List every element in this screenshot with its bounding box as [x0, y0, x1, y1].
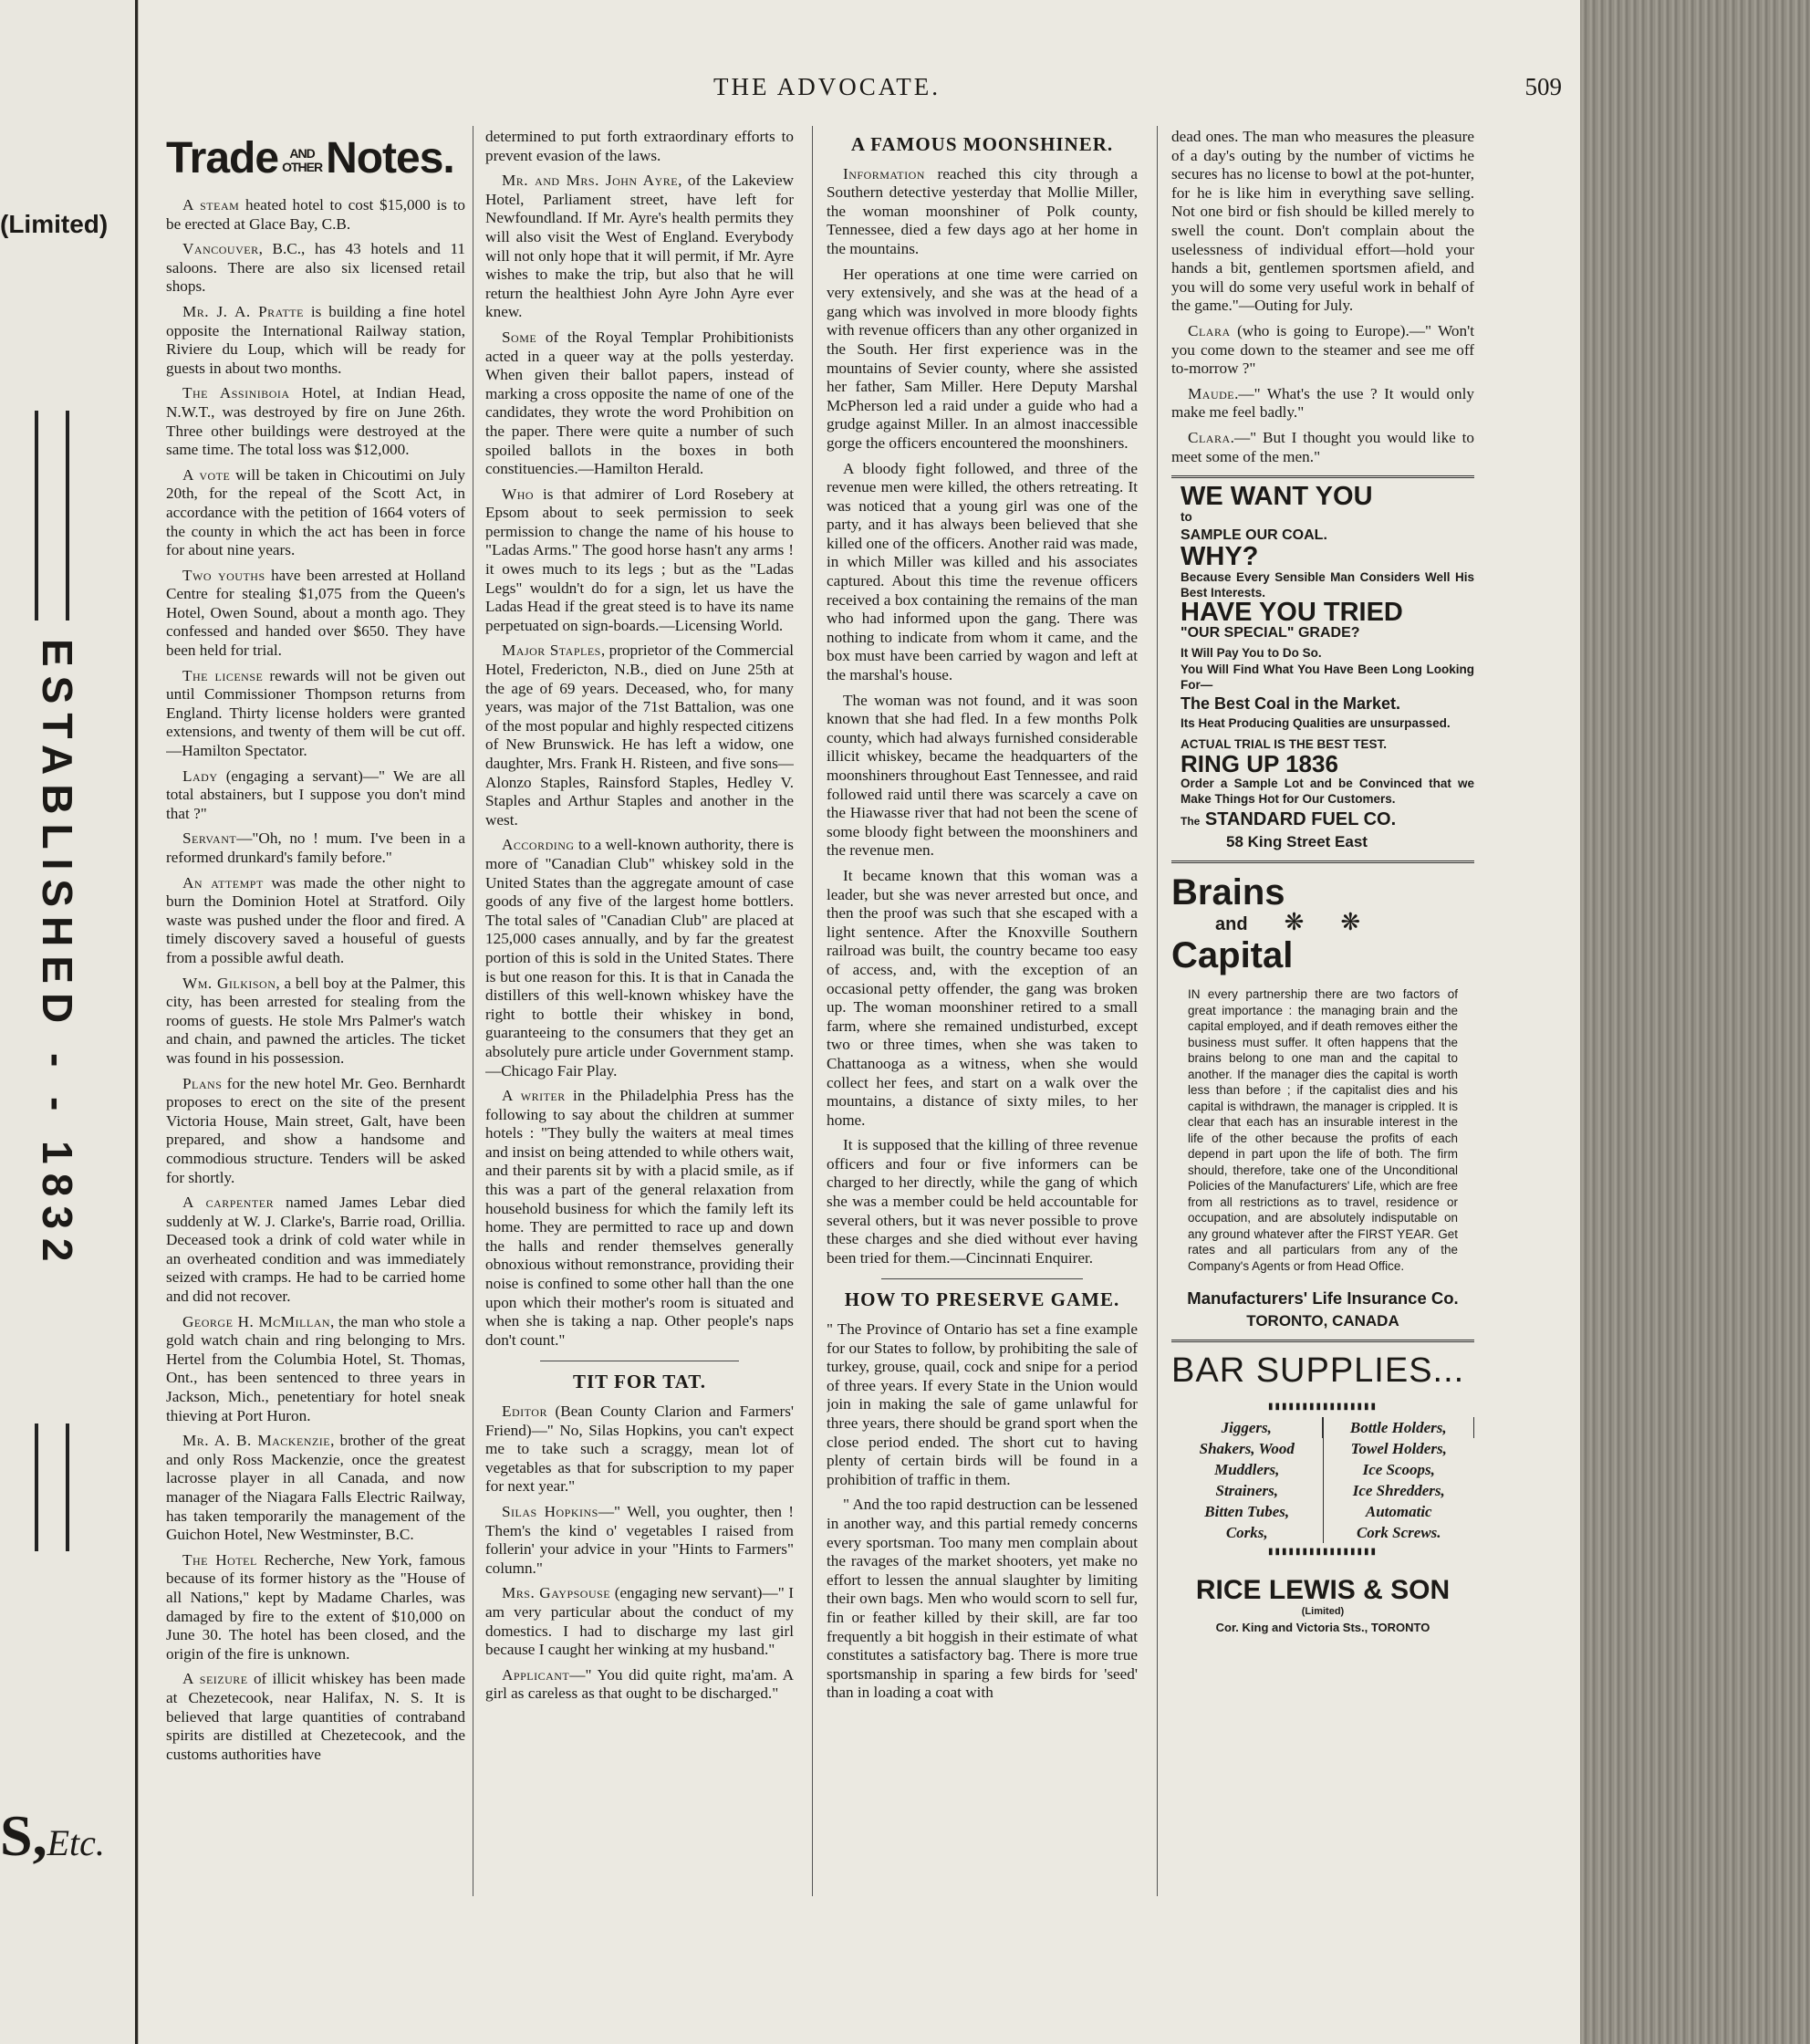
- paragraph-lead: A carpenter: [182, 1194, 275, 1212]
- paragraph-text: of illicit whiskey has been made at Chezetecook, near Halifax, N. S. It is believed that large quantities of contraband spirits are distilled at Chezetecook, and the customs authorities have: [166, 1670, 465, 1763]
- paragraph-text: of the Royal Templar Prohibitionists acted in a queer way at the polls yesterday. When given their ballot papers, instead of marking a cross opposite the name of one of the candidates, they wrote the word Prohibition on the paper. There were quite a number of such spoiled ballots in the boxes in both constituencies.—Hamilton Herald.: [485, 328, 794, 478]
- paragraph-lead: The Assiniboia: [182, 384, 290, 402]
- news-item: [166, 240, 465, 297]
- rice-lewis-advertisement: [1171, 1351, 1474, 1633]
- ad-bar-dots: ▮▮▮▮▮▮▮▮▮▮▮▮▮▮▮▮: [1267, 1547, 1378, 1558]
- column-four-articles: [1171, 128, 1474, 466]
- trade-notes-list: [166, 196, 465, 1764]
- paragraph-lead: According: [502, 836, 575, 854]
- news-item: [485, 641, 794, 829]
- news-item: [1171, 385, 1474, 422]
- dialogue-item: [485, 1584, 794, 1659]
- ad-bar-dots: ▮▮▮▮▮▮▮▮▮▮▮▮▮▮▮▮: [1267, 1402, 1378, 1413]
- ad-coal-line: to: [1181, 509, 1192, 524]
- tit-for-tat-heading: TIT FOR TAT.: [572, 1371, 706, 1393]
- ad-coal-line: The Best Coal in the Market.: [1181, 694, 1401, 714]
- news-item: [166, 567, 465, 661]
- trade-notes-heading: Trade AND OTHERNotes.: [166, 134, 454, 182]
- paragraph-text: have been arrested at Holland Centre for stealing $1,075 from the Queen's Hotel, Owen Sound, about a month ago. They confessed and handed over $650. They have been held for trial.: [166, 566, 465, 660]
- paragraph-text: (engaging new servant)—" I am very particular about the conduct of my domestics. I had to discharge my last girl because I caught her winking at my husband.": [485, 1584, 794, 1659]
- paragraph-text: A bloody fight followed, and three of the revenue men were killed, the others retreating. It was noticed that a young girl was one of the party, and it has always been believed that she killed one of the officers. Another raid was made, in which Miller was killed and his associates captured. About this time the revenue officers received a box containing the remains of the man who had informed upon the gang. There was nothing to indicate from whom it came, and the box must have been carried by wagon and left at the marshal's house.: [827, 459, 1138, 684]
- section-divider: [1171, 860, 1474, 863]
- preserve-game-article: [827, 1320, 1138, 1703]
- paragraph-text: .—" But I thought you would like to meet some of the men.": [1171, 428, 1474, 465]
- news-item: [166, 1194, 465, 1307]
- ad-brains-body: IN every partnership there are two factors of great importance : the managing brain and the capital employed, and if death removes either the business must suffer. It often happens that the brains belong to one man and the capital to another. If the manager dies the capital is worth less than before ; if the capitalist dies and his capital is withdrawn, the manager is crippled. It is clear that each has an insurable interest in the life of the other because the profits of each depend in part upon the life of both. The firm should, therefore, take one of the Unconditional Policies of the Manufacturers' Life, which are free from all restrictions as to travel, residence or occupation, and are absolutely indisputable on any ground whatever after the FIRST YEAR. Get rates and all particulars from any of the Company's Agents or from Head Office.: [1188, 987, 1458, 1273]
- adjacent-page-strip: [0, 0, 138, 2044]
- left-established-text: ESTABLISHED - - 1832: [34, 639, 81, 1271]
- news-item: [485, 485, 794, 636]
- news-item: [166, 667, 465, 761]
- ad-coal-line: WE WANT YOU: [1181, 482, 1373, 512]
- left-etc-text: S,Etc.: [0, 1803, 105, 1868]
- paragraph-lead: A steam: [182, 196, 240, 214]
- book-binding-edge: [1580, 0, 1810, 2044]
- article-paragraph: [827, 1136, 1138, 1267]
- section-divider: [881, 1278, 1083, 1279]
- ad-brains-company: Manufacturers' Life Insurance Co.: [1187, 1288, 1459, 1309]
- paragraph-text: " And the too rapid destruction can be lessened in another way, and this partial remedy concerns every sportsman. Too many men complain about the ravages of the market shooters, yet make no effort to lessen the annual slaughter by limiting their own bags. Men who would scorn to sell fur, fin or feather killed by their skill, are far too frequently a bit hoggish in their estimate of what constitutes a satisfactory bag. There is more true sportsmanship in sparing a few birds for 'seed' than in loading a coat with: [827, 1496, 1138, 1702]
- paragraph-text: (who is going to Europe).—" Won't you come down to the steamer and see me off to-morrow ?": [1171, 321, 1474, 378]
- ad-bar-items: [1171, 1417, 1474, 1543]
- paragraph-lead: Applicant: [502, 1665, 570, 1684]
- dialogue-item: [485, 1403, 794, 1496]
- asterism-icon: ❋: [1340, 908, 1361, 936]
- news-item: [1171, 322, 1474, 379]
- article-paragraph: [827, 692, 1138, 860]
- column-trade-notes: [166, 128, 465, 1770]
- preserve-game-heading: HOW TO PRESERVE GAME.: [844, 1288, 1120, 1311]
- paragraph-text: , a bell boy at the Palmer, this city, has been arrested for stealing from the rooms of guests. He stole Mrs Palmer's watch and chain, and pawned the articles. The ticket was found in his possession.: [166, 974, 465, 1067]
- paragraph-text: determined to put forth extraordinary efforts to prevent evasion of the laws.: [485, 128, 794, 164]
- ad-bar-right-list: [1324, 1417, 1475, 1543]
- paragraph-lead: A vote: [182, 465, 231, 484]
- ad-brains-word: Brains: [1171, 872, 1285, 913]
- ad-bar-firm: RICE LEWIS & SON: [1195, 1574, 1451, 1605]
- ad-coal-line: You Will Find What You Have Been Long Looking For—: [1181, 662, 1474, 693]
- paragraph-lead: An attempt: [182, 873, 264, 892]
- bar-supply-item: Automatic: [1365, 1503, 1432, 1521]
- bar-supply-item: Ice Scoops,: [1362, 1461, 1435, 1479]
- paragraph-text: reached this city through a Southern detective yesterday that Mollie Miller, the woman moonshiner of Polk county, Tennessee, died a few days ago at her home in the mountains.: [827, 164, 1138, 257]
- paragraph-lead: Mrs. Gaypsouse: [502, 1584, 611, 1602]
- article-paragraph: [827, 1320, 1138, 1489]
- news-item: [166, 1313, 465, 1426]
- news-item: [166, 303, 465, 378]
- ad-coal-line: ACTUAL TRIAL IS THE BEST TEST.: [1181, 736, 1388, 751]
- paragraph-text: It became known that this woman was a leader, but she was never arrested but once, and then the proof was such that she escaped with a light sentence. After the Knoxville Southern railroad was built, the country became too easy of access, and, with the exception of an occasional petty offender, the gang was broken up. The woman moonshiner retired to a small farm, where she remained undisturbed, except two or three times, when she was taken to Chattanooga as a witness, when she would collect her fees, and start on a walk over the mountains, a distance of sixty miles, to her home.: [827, 866, 1138, 1129]
- paragraph-text: was made the other night to burn the Dominion Hotel at Stratford. Oily waste was pushed under the floor and fired. A timely discovery saved a houseful of guests from a possible awful death.: [166, 873, 465, 966]
- column-rule: [812, 126, 813, 1896]
- article-paragraph: [827, 266, 1138, 454]
- bar-supply-item: Shakers, Wood: [1199, 1440, 1295, 1458]
- left-limited-text: (Limited): [0, 210, 109, 238]
- bar-supply-item: Jiggers,: [1171, 1417, 1323, 1438]
- section-divider: [1171, 1340, 1474, 1342]
- paragraph-text: It is supposed that the killing of three revenue officers and four or five informers can be charged to her directly, while the gang of which she was a member could be held accountable for several others, but it was never possible to prove these charges and she died without ever having been tried for them.—Cincinnati Enquirer.: [827, 1136, 1138, 1267]
- ad-coal-line: SAMPLE OUR COAL.: [1181, 527, 1327, 543]
- ad-coal-firm: The STANDARD FUEL CO.: [1181, 809, 1397, 830]
- bar-supply-item: Corks,: [1225, 1524, 1268, 1542]
- paragraph-lead: Silas Hopkins: [502, 1502, 598, 1520]
- ad-coal-line: Because Every Sensible Man Considers Well His Best Interests.: [1181, 569, 1474, 600]
- bar-supply-item: Towel Holders,: [1350, 1440, 1447, 1458]
- page-title: THE ADVOCATE.: [713, 73, 941, 100]
- news-item: [166, 1075, 465, 1188]
- paragraph-text: Recherche, New York, famous because of its former history as the "House of all Nations," kept by Madame Charles, was damaged by fire to the extent of $10,000 on June 30. The hotel has been closed, and the origin of the fire is unknown.: [166, 1550, 465, 1663]
- news-item: [485, 172, 794, 322]
- news-item: [166, 1432, 465, 1545]
- ad-coal-line: WHY?: [1181, 542, 1259, 572]
- paragraph-text: , proprietor of the Commercial Hotel, Fredericton, N.B., died on June 25th at the age of 69 years. Deceased, who, for many years, was major of the 71st Battalion, was one of the most popular and highly respected citizens of New Brunswick. He has left a widow, one daughter, Mrs. Frank H. Risteen, and five sons—Alonzo Staples, Rainsford Staples, Hedley V. Staples and Arthur Staples and another in the west.: [485, 641, 794, 829]
- standard-fuel-advertisement: [1171, 482, 1474, 851]
- manufacturers-life-advertisement: [1171, 872, 1474, 1330]
- paragraph-lead: Information: [843, 164, 925, 182]
- bar-supply-item: Ice Shredders,: [1352, 1482, 1445, 1500]
- paragraph-text: dead ones. The man who measures the pleasure of a day's outing by the number of victims he secures has no license to bowl at the pot-hunter, for he is like him in everything save selling. Not one bird or fish should be killed merely to swell the count. Don't complain about the uselessness of individual effort—hold your hands a bit, gentlemen sportsmen afield, and you will do some very useful work in behalf of the game."—Outing for July.: [1171, 128, 1474, 315]
- column-three: [827, 128, 1138, 1709]
- news-item: [1171, 128, 1474, 316]
- news-item: [166, 1670, 465, 1764]
- paragraph-text: is that admirer of Lord Rosebery at Epsom about to seek permission to seek permission to change the name of his house to "Ladas Arms." The good horse hasn't any arms ! it owes much to its legs ; but as the "Ladas Legs" wouldn't do for a sign, let us have the Ladas Head if the great steed is to have its name perpetuated on sign-boards.—Licensing World.: [485, 485, 794, 634]
- paragraph-text: , B.C., has 43 hotels and 11 saloons. There are also six licensed retail shops.: [166, 240, 465, 296]
- left-decorative-lines: [35, 411, 69, 620]
- ad-bar-limited: (Limited): [1301, 1605, 1345, 1617]
- paragraph-text: —" Well, you oughter, then ! Them's the kind o' vegetables I raised from follerin' your advice in your "Hints to Farmers" column.": [485, 1502, 794, 1577]
- paragraph-text: —" You did quite right, ma'am. A girl as careless as that ought to be discharged.": [485, 1665, 794, 1703]
- article-paragraph: [827, 165, 1138, 259]
- paragraph-lead: Plans: [182, 1074, 223, 1092]
- ad-coal-line: RING UP 1836: [1181, 749, 1338, 777]
- ad-bar-left-list: [1171, 1417, 1324, 1543]
- paragraph-text: (Bean County Clarion and Farmers' Friend)—" No, Silas Hopkins, you can't expect me to take such a scraggy, mean lot of vegetables as that for subscription to my paper for next year.": [485, 1403, 794, 1496]
- page-number: 509: [1524, 73, 1562, 100]
- paragraph-text: The woman was not found, and it was soon known that she had fled. In a few months Polk county, which had always furnished considerable illicit whiskey, became the headquarters of the moonshiners throughout East Tennessee, and raid followed raid until there was scarcely a cave on the Hiawasse river that had not been the scene of some bloody fight between the moonshiners and the revenue men.: [827, 691, 1138, 860]
- bar-supply-item: Bottle Holders,: [1324, 1417, 1475, 1438]
- moonshiner-article: [827, 165, 1138, 1268]
- paragraph-lead: Two youths: [182, 566, 265, 584]
- dialogue-item: [485, 1503, 794, 1578]
- paragraph-text: heated hotel to cost $15,000 is to be erected at Glace Bay, C.B.: [166, 196, 465, 233]
- ad-coal-line: Order a Sample Lot and be Convinced that we Make Things Hot for Our Customers.: [1181, 777, 1474, 807]
- paragraph-lead: Mr. J. A. Pratte: [182, 302, 304, 320]
- paragraph-lead: Major Staples: [502, 641, 601, 660]
- column-two: [485, 128, 794, 1710]
- paragraph-lead: Servant: [182, 829, 237, 848]
- paragraph-text: for the new hotel Mr. Geo. Bernhardt proposes to erect on the site of the present Victoria House, Main street, Galt, have been prepared, and show a handsome and commodious structure. Tenders will be asked for shortly.: [166, 1074, 465, 1186]
- news-item: [485, 128, 794, 165]
- bar-supply-item: Bitten Tubes,: [1204, 1503, 1290, 1521]
- paragraph-text: , of the Lakeview Hotel, Parliament street, have left for Newfoundland. If Mr. Ayre's health permits they will also visit the West of England. Everybody will not only hope that it will permit, if Mr. Ayre wishes to make the trip, but also that he will return the healthiest John Ayre John Ayre ever knew.: [485, 172, 794, 321]
- paragraph-lead: Editor: [502, 1403, 547, 1420]
- ad-coal-address: 58 King Street East: [1226, 832, 1368, 850]
- paragraph-text: in the Philadelphia Press has the following to say about the children at summer hotels : "They bully the waiters at meal times and insist on being attended to while others wait, and their parents sit by with a placid smile, as if this was a part of the general relaxation from household business for which the family left its home. They are permitted to race up and down the halls and render themselves generally obnoxious without remonstrance, providing their noise is confined to some other hall than the one upon which their mother's room is situated and when she is taking a nap. Other people's naps don't count.": [485, 1087, 794, 1349]
- paragraph-lead: The license: [182, 666, 264, 684]
- news-item: [166, 829, 465, 867]
- column-two-articles: [485, 128, 794, 1350]
- column-rule: [1157, 126, 1158, 1896]
- news-item: [485, 1087, 794, 1350]
- paragraph-text: will be taken in Chicoutimi on July 20th, for the repeal of the Scott Act, in accordance with the petition of 1664 voters of the county in which the act has been in force for about nine years.: [166, 465, 465, 559]
- paragraph-text: , brother of the great and only Ross Mackenzie, once the greatest lacrosse player in all Canada, and now manager of the Niagara Falls Electric Railway, has taken temporarily the management of the Guichon Hotel, New Westminster, B.C.: [166, 1432, 465, 1544]
- newspaper-page: [139, 0, 1580, 2044]
- paragraph-text: , the man who stole a gold watch chain and ring belonging to Mrs. Hertel from the Columbia Hotel, St. Thomas, Ont., has been sentenced to three years in Jackson, Mich., penetentiary for hotel sneak thieving at Port Huron.: [166, 1312, 465, 1424]
- ad-brains-city: TORONTO, CANADA: [1246, 1312, 1399, 1330]
- section-divider: [1171, 475, 1474, 478]
- paragraph-lead: Some: [502, 328, 537, 346]
- paragraph-lead: The Hotel: [182, 1550, 257, 1569]
- article-paragraph: [827, 867, 1138, 1130]
- news-item: [166, 975, 465, 1069]
- news-item: [485, 328, 794, 479]
- paragraph-text: to a well-known authority, there is more of "Canadian Club" whiskey sold in the United States than the aggregate amount of case goods of any five of the largest home bottlers. The total sales of "Canadian Club" are placed at 125,000 cases annually, and by far the greatest portion of this is sold in the United States. There is but one reason for this. It is that in Canada the distillers of this well-known whiskey have the right to bottle their whiskey in bond, guaranteeing to the consumers that they get an absolutely pure article under Government stamp.—Chicago Fair Play.: [485, 836, 794, 1079]
- news-item: [166, 466, 465, 560]
- ad-bar-address: Cor. King and Victoria Sts., TORONTO: [1215, 1620, 1430, 1634]
- news-item: [166, 1551, 465, 1664]
- ad-coal-line: "OUR SPECIAL" GRADE?: [1181, 625, 1360, 641]
- page-header: [139, 73, 1562, 110]
- paragraph-text: Her operations at one time were carried on very extensively, and she was at the head of a gang which was involved in more bloody fights with revenue officers than any other organized in the South. Her first experience was in the mountains of Sevier county, where she assisted her father, Sam Miller. Here Deputy Marshal McPherson led a raid under a guide who had a grudge against Miller. In an almost inaccessible gorge the officers encountered the moonshiners.: [827, 265, 1138, 452]
- ad-bar-title: BAR SUPPLIES...: [1171, 1351, 1465, 1391]
- paragraph-lead: Mr. A. B. Mackenzie: [182, 1432, 331, 1450]
- dialogue-item: [485, 1666, 794, 1704]
- paragraph-lead: Clara: [1188, 428, 1231, 446]
- paragraph-text: rewards will not be given out until Commissioner Thompson returns from England. Thirty license holders were granted extensions, and twenty of them will be cut off.—Hamilton Spectator.: [166, 666, 465, 760]
- tit-for-tat-list: [485, 1403, 794, 1704]
- column-four: [1171, 128, 1474, 1634]
- paragraph-lead: George H. McMillan: [182, 1312, 331, 1330]
- paragraph-text: .—" What's the use ? It would only make me feel badly.": [1171, 384, 1474, 422]
- paragraph-text: " The Province of Ontario has set a fine example for our States to follow, by prohibiting the sale of turkey, grouse, quail, cock and snipe for a period of three years. If every State in the Union would join in making the sale of game unlawful for three years, there should be grand sport when the close period ended. The short cut to having plenty of certain birds will be found in a prohibition of traffic in them.: [827, 1320, 1138, 1488]
- ad-coal-line: It Will Pay You to Do So.: [1181, 646, 1322, 661]
- paragraph-lead: Who: [502, 485, 535, 503]
- paragraph-lead: Clara: [1188, 321, 1231, 339]
- article-paragraph: [827, 460, 1138, 685]
- news-item: [166, 384, 465, 459]
- paragraph-text: Hotel, at Indian Head, N.W.T., was destroyed by fire on June 26th. Three other buildings were destroyed at the same time. The total loss was $12,000.: [166, 384, 465, 459]
- paragraph-text: —"Oh, no ! mum. I've been in a reformed drunkard's family before.": [166, 829, 465, 866]
- left-decorative-lines-lower: [35, 1424, 69, 1551]
- news-item: [1171, 429, 1474, 466]
- asterism-icon: ❋: [1284, 908, 1305, 936]
- news-item: [166, 767, 465, 824]
- bar-supply-item: Strainers,: [1215, 1482, 1278, 1500]
- bar-supply-item: Muddlers,: [1214, 1461, 1280, 1479]
- paragraph-lead: Mr. and Mrs. John Ayre: [502, 172, 679, 190]
- news-item: [485, 836, 794, 1080]
- ad-capital-word: Capital: [1171, 935, 1294, 976]
- ad-brains-and-row: and ❋ ❋: [1215, 908, 1361, 936]
- ad-coal-line: HAVE YOU TRIED: [1181, 597, 1403, 627]
- paragraph-lead: Vancouver: [182, 240, 259, 258]
- paragraph-text: is building a fine hotel opposite the International Railway station, Riviere du Loup, which will be ready for guests in about two months.: [166, 302, 465, 377]
- article-paragraph: [827, 1496, 1138, 1703]
- paragraph-text: named James Lebar died suddenly at W. J. Clarke's, Barrie road, Orillia. Deceased took a drink of cold water while in an overheated condition and was immediately seized with cramps. He had to be carried home and did not recover.: [166, 1194, 465, 1306]
- paragraph-lead: A writer: [502, 1087, 566, 1105]
- news-item: [166, 196, 465, 234]
- bar-supply-item: Cork Screws.: [1356, 1524, 1441, 1542]
- paragraph-lead: Wm. Gilkison: [182, 974, 276, 992]
- paragraph-lead: A seizure: [182, 1670, 248, 1688]
- news-item: [166, 874, 465, 968]
- paragraph-text: (engaging a servant)—" We are all total abstainers, but I suppose you don't mind that ?": [166, 766, 465, 822]
- ad-coal-line: Its Heat Producing Qualities are unsurpassed.: [1181, 715, 1451, 730]
- paragraph-lead: Maude: [1188, 384, 1235, 402]
- paragraph-lead: Lady: [182, 766, 218, 785]
- moonshiner-heading: A FAMOUS MOONSHINER.: [850, 133, 1114, 155]
